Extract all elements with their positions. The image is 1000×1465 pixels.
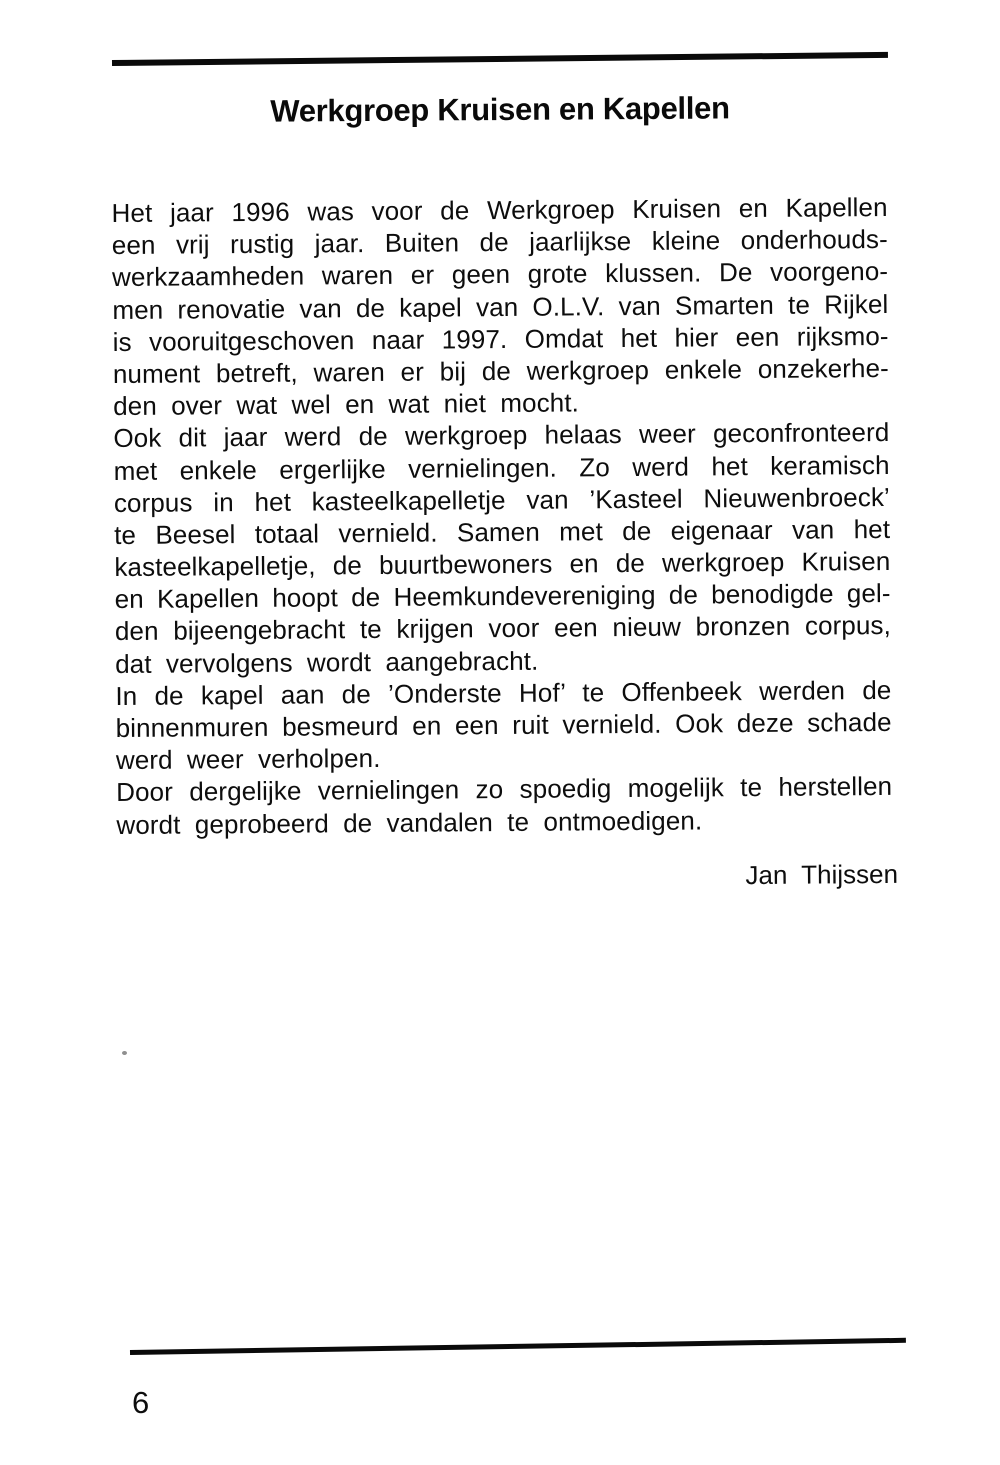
text-line: den bijeengebracht te krijgen voor een nieuw bronzen corpus, bbox=[114, 610, 891, 647]
text-line: den over wat wel en wat niet mocht. bbox=[113, 387, 580, 422]
text-line: kasteelkapelletje, de buurtbewoners en de werkgroep Kruisen bbox=[114, 546, 891, 583]
text-line: te Beesel totaal vernield. Samen met de eigenaar van het bbox=[114, 513, 891, 550]
text-line: corpus in het kasteelkapelletje van ’Kasteel Nieuwenbroeck’ bbox=[113, 481, 890, 518]
text-line: een vrij rustig jaar. Buiten de jaarlijkse kleine onderhouds- bbox=[111, 224, 888, 261]
text-line: men renovatie van de kapel van O.L.V. van Smarten te Rijkel bbox=[112, 288, 889, 325]
text-line: met enkele ergerlijke vernielingen. Zo werd het keramisch bbox=[113, 449, 890, 486]
text-line: Ook dit jaar werd de werkgroep helaas weer geconfronteerd bbox=[113, 417, 890, 454]
text-line: is vooruitgeschoven naar 1997. Omdat het hier een rijksmo- bbox=[112, 320, 889, 357]
text-line: Het jaar 1996 was voor de Werkgroep Kruisen en Kapellen bbox=[111, 191, 888, 229]
text-line: Door dergelijke vernielingen zo spoedig mogelijk te herstellen bbox=[116, 771, 893, 808]
signature: Jan Thijssen bbox=[745, 858, 899, 891]
text-line: dat vervolgens wordt aangebracht. bbox=[115, 645, 539, 679]
text-line: nument betreft, waren er bij de werkgroep enkele onzekerhe- bbox=[112, 352, 889, 389]
scan-artifact-dot bbox=[122, 1051, 127, 1055]
bottom-rule bbox=[130, 1338, 906, 1355]
text-line: In de kapel aan de ’Onderste Hof’ te Offenbeek werden de bbox=[115, 674, 892, 711]
page-number: 6 bbox=[132, 1385, 150, 1420]
text-line: werd weer verholpen. bbox=[115, 743, 381, 776]
page-title: Werkgroep Kruisen en Kapellen bbox=[270, 90, 730, 129]
body-text bbox=[111, 191, 892, 841]
text-line: binnenmuren besmeurd en een ruit vernield. Ook deze schade bbox=[115, 706, 892, 744]
text-line: wordt geprobeerd de vandalen te ontmoedigen. bbox=[116, 805, 703, 840]
text-line: en Kapellen hoopt de Heemkundevereniging de benodigde gel- bbox=[114, 578, 891, 615]
text-line: werkzaamheden waren er geen grote klussen. De voorgeno- bbox=[111, 256, 889, 293]
top-rule bbox=[112, 52, 888, 66]
